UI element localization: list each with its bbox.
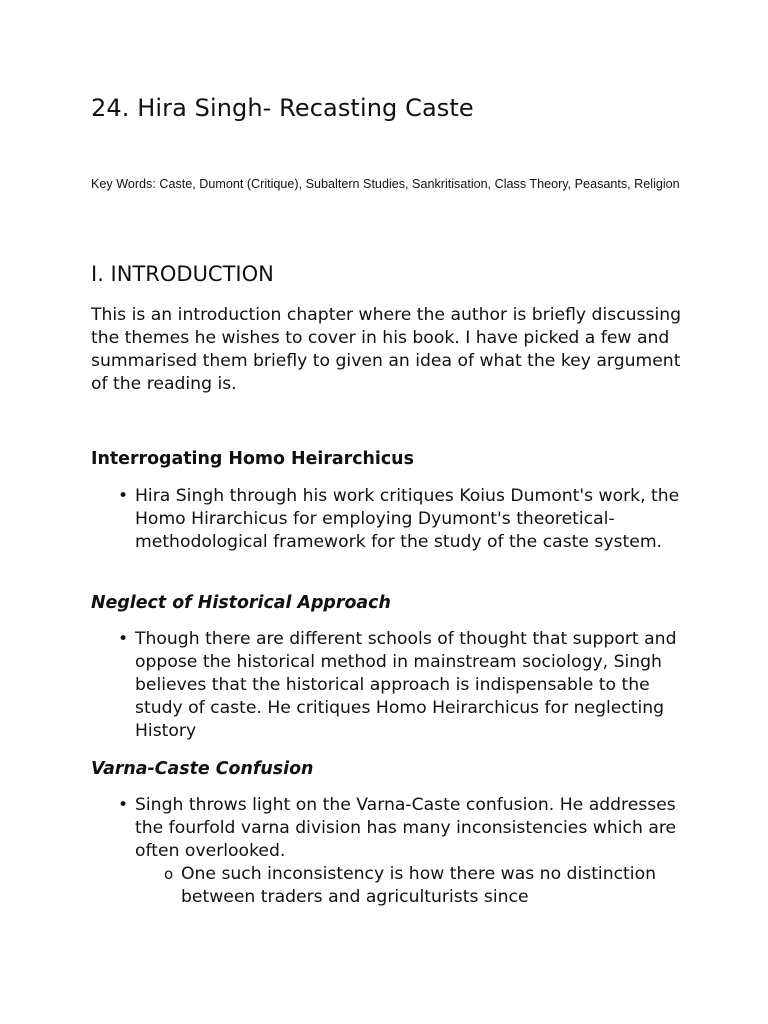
bullet-marker: • [118, 629, 129, 649]
sub-bullet-marker: o [164, 865, 174, 883]
bullet-text: Hira Singh through his work critiques Koius Dumont's work, the Homo Hirarchicus for employing Dyumont's theoretical-methodological framework for the study of the caste system. [135, 486, 680, 552]
bullet-item [118, 794, 698, 863]
subsection-heading-varna-caste: Varna-Caste Confusion [91, 759, 314, 779]
bullet-item [118, 485, 698, 554]
subsection-heading-historical-approach: Neglect of Historical Approach [91, 593, 391, 613]
bullet-text: Though there are different schools of thought that support and oppose the historical method in mainstream sociology, Singh believes that the historical approach is indispensable to the study of caste. He critiques Homo Heirarchicus for neglecting History [135, 629, 677, 741]
bullet-text: Singh throws light on the Varna-Caste confusion. He addresses the fourfold varna division has many inconsistencies which are often overlooked. [135, 795, 677, 861]
intro-paragraph: This is an introduction chapter where the author is briefly discussing the themes he wishes to cover in his book. I have picked a few and summarised them briefly to given an idea of what the key argument of the reading is. [91, 305, 682, 394]
sub-bullet-text: One such inconsistency is how there was no distinction between traders and agriculturists since [181, 864, 656, 907]
document-title: 24. Hira Singh- Recasting Caste [91, 94, 474, 122]
section-heading-introduction: I. INTRODUCTION [91, 262, 274, 286]
bullet-marker: • [118, 795, 129, 815]
keywords-line: Key Words: Caste, Dumont (Critique), Subaltern Studies, Sankritisation, Class Theory, Peasants, Religion [91, 177, 680, 191]
bullet-item [118, 628, 698, 743]
subsection-heading-homo-heirarchicus: Interrogating Homo Heirarchicus [91, 449, 414, 469]
sub-bullet-item [164, 863, 724, 909]
bullet-marker: • [118, 486, 129, 506]
